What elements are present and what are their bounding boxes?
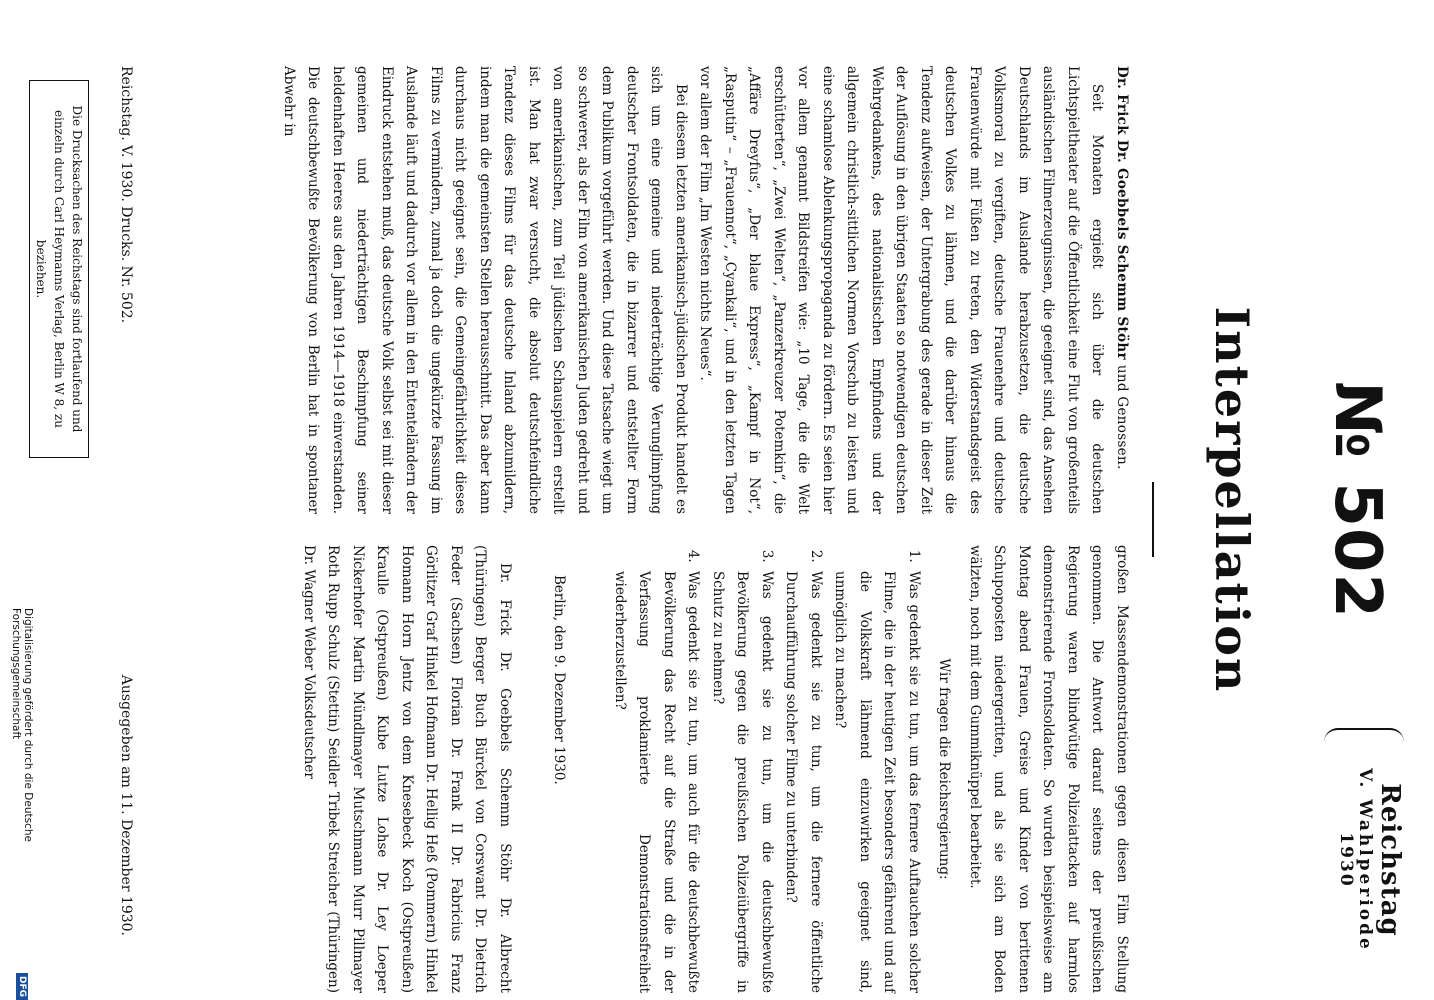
dfg-logo-icon: DFG: [16, 973, 28, 1000]
print-note: Die Drucksachen des Reichstags sind fortlaufend und einzeln durch Carl Heymanns Verlag, Berlin W 8, zu beziehen.: [29, 80, 89, 458]
byline-names: Dr. Frick Dr. Goebbels Schemm Stöhr: [1114, 66, 1130, 360]
question-item: 1. Was gedenkt sie zu tun, um das fernere Auftauchen solcher Filme, die in der heutigen Zeit besonders gefährend und auf die Volkskraft lähmend einzuwirken geeignet sind, unmöglich zu machen?: [828, 567, 926, 993]
digitization-note: [10, 608, 34, 1000]
signature-block: [297, 545, 572, 993]
question-item: 2. Was gedenkt sie zu tun, um die fernere öffentliche Durchaufführung solcher Filme zu unterbinden?: [779, 567, 828, 993]
question-list: [608, 545, 927, 993]
left-column: [277, 66, 1135, 514]
byline-rest: und Genossen.: [1114, 364, 1130, 470]
paragraph: Bei diesem letzten amerikanisch-jüdischen Produkt handelt es sich um eine gemeine und niederträchtige Verunglimpfung deutscher Frontsoldaten, die in bizarrer und entstellter Form dem Publikum vorgeführt werden. Und diese Tatsache wiegt um so schwerer, als der Film von amerikanischen Juden gedreht und von amerikanischen, zum Teil jüdischen Schauspielern erstellt ist. Man hat zwar versucht, die absolut deutschfeindliche Tendenz dieses Films für das deutsche Inland abzumildern, indem man die gemeinsten Stellen herausschnitt. Das aber kann durchaus nicht geeignet sein, die Gemeingefährlichkeit dieses Films zu vermindern, zumal ja doch die ungekürzte Fassung im Auslande läuft und dadurch vor allem in den Ententeländern der Eindruck entstehen muß, das deutsche Volk selbst sei mit dieser gemeinen und niederträchtigen Beschimpfung seiner heldenhaften Heeres aus den Jahren 1914—1918 einverstanden. Die deutschbewußte Bevölkerung von Berlin hat in spontaner Abwehr in: [281, 66, 689, 514]
reichstag-label: Reichstag: [1375, 783, 1405, 937]
signatories: Dr. Frick Dr. Goebbels Schemm Stöhr Dr. Albrecht (Thüringen) Berger Buch Bürckel von Corswant Dr. Dietrich Feder (Sachsen) Florian Dr. Frank II Dr. Fabricius Franz Görlitzer Graf Hinkel Hofmann Dr. Hellig Heß (Pommern) Hinkel Homann Horn Jentz von dem Knesebeck Koch (Ostpreußen) Kraulle (Ostpreußen) Kube Lutze Lohse Dr. Ley Loeper Nickerhofer Martin Mündlmayer Mutschmann Murr Pillmayer Roth Rupp Schulz (Stettin) Seidler Tribek Streicher (Thüringen) Dr. Wagner Weber Volksdeutscher: [301, 545, 513, 993]
byline: [1110, 66, 1135, 514]
footer-reference: Reichstag. V. 1930. Drucks. Nr. 502.: [118, 66, 134, 324]
document-number: № 502: [1320, 381, 1394, 619]
footer-line: [118, 66, 134, 936]
legislative-period: V. Wahlperiode: [1355, 768, 1376, 952]
date-line: Berlin, den 9. Dezember 1930.: [551, 575, 568, 785]
footer-issue-date: Ausgegeben am 11. Dezember 1930.: [118, 674, 134, 936]
question-intro: Wir fragen die Reichsregierung:: [936, 658, 953, 880]
document-title: Interpellation: [1205, 306, 1259, 694]
paragraph: Seit Monaten ergießt sich über die deutschen Lichtspieltheater auf die Öffentlichkeit eine Flut von großenteils ausländischen Filmerzeugnissen, die geeignet sind, das Ansehen Deutschlands im Auslande herabzusetzen, die deutsche Volksmoral zu vergiften, deutsche Frauenehre und deutsche Frauenwürde mit Füßen zu treten, den Widerstandsgeist des deutschen Volkes zu lähmen, und die darüber hinaus die Tendenz aufweisen, der Untergrabung des gerade in dieser Zeit der Auflösung in den übrigen Staaten so notwendigen deutschen Wehrgedankens, des nationalistischen Empfindens und der allgemein christlich-sittlichen Normen Vorschub zu leisten und eine schamlose Ablenkungspropaganda zu fördern. Es seien hier vor allem genannt Bildstreifen wie: „10 Tage, die die Welt erschütterten“, „Zwei Welten“, „Panzerkreuzer Potemkin“, die „Affäre Dreyfus“, „Der blaue Express“, „Kampf in Not“, „Rasputin“ – „Frauennot“, „Cyankali“, und in den letzten Tagen vor allem der Film „Im Westen nichts Neues“.: [697, 66, 1106, 514]
question-item: 4. Was gedenkt sie zu tun, um auch für die deutschbewußte Bevölkerung das Recht auf die Straße und die in der Verfassung proklamierte Demonstrationsfreiheit wiederherzustellen?: [608, 567, 706, 993]
year: 1930: [1335, 832, 1356, 888]
right-column: [297, 545, 1135, 993]
title-divider: [1152, 482, 1154, 557]
question-item: 3. Was gedenkt sie zu tun, um die deutschbewußte Bevölkerung gegen die preußischen Polizeiübergriffe in Schutz zu nehmen?: [706, 567, 780, 993]
digitization-text: Digitalisierung gefördert durch die Deutsche Forschungsgemeinschaft: [10, 608, 34, 842]
paragraph: großen Massendemonstrationen gegen diesen Film Stellung genommen. Die Antwort darauf seitens der preußischen Regierung waren blindwütige Polizeiattacken auf harmlos demonstrierende Frontsoldaten. So wurden beispielsweise am Montag abend Frauen, Greise und Kinder von berittenen Schupoposten niedergeritten, und als sie sich am Boden wälzten, noch mit dem Gummiknüppel bearbeitet.: [967, 545, 1130, 993]
